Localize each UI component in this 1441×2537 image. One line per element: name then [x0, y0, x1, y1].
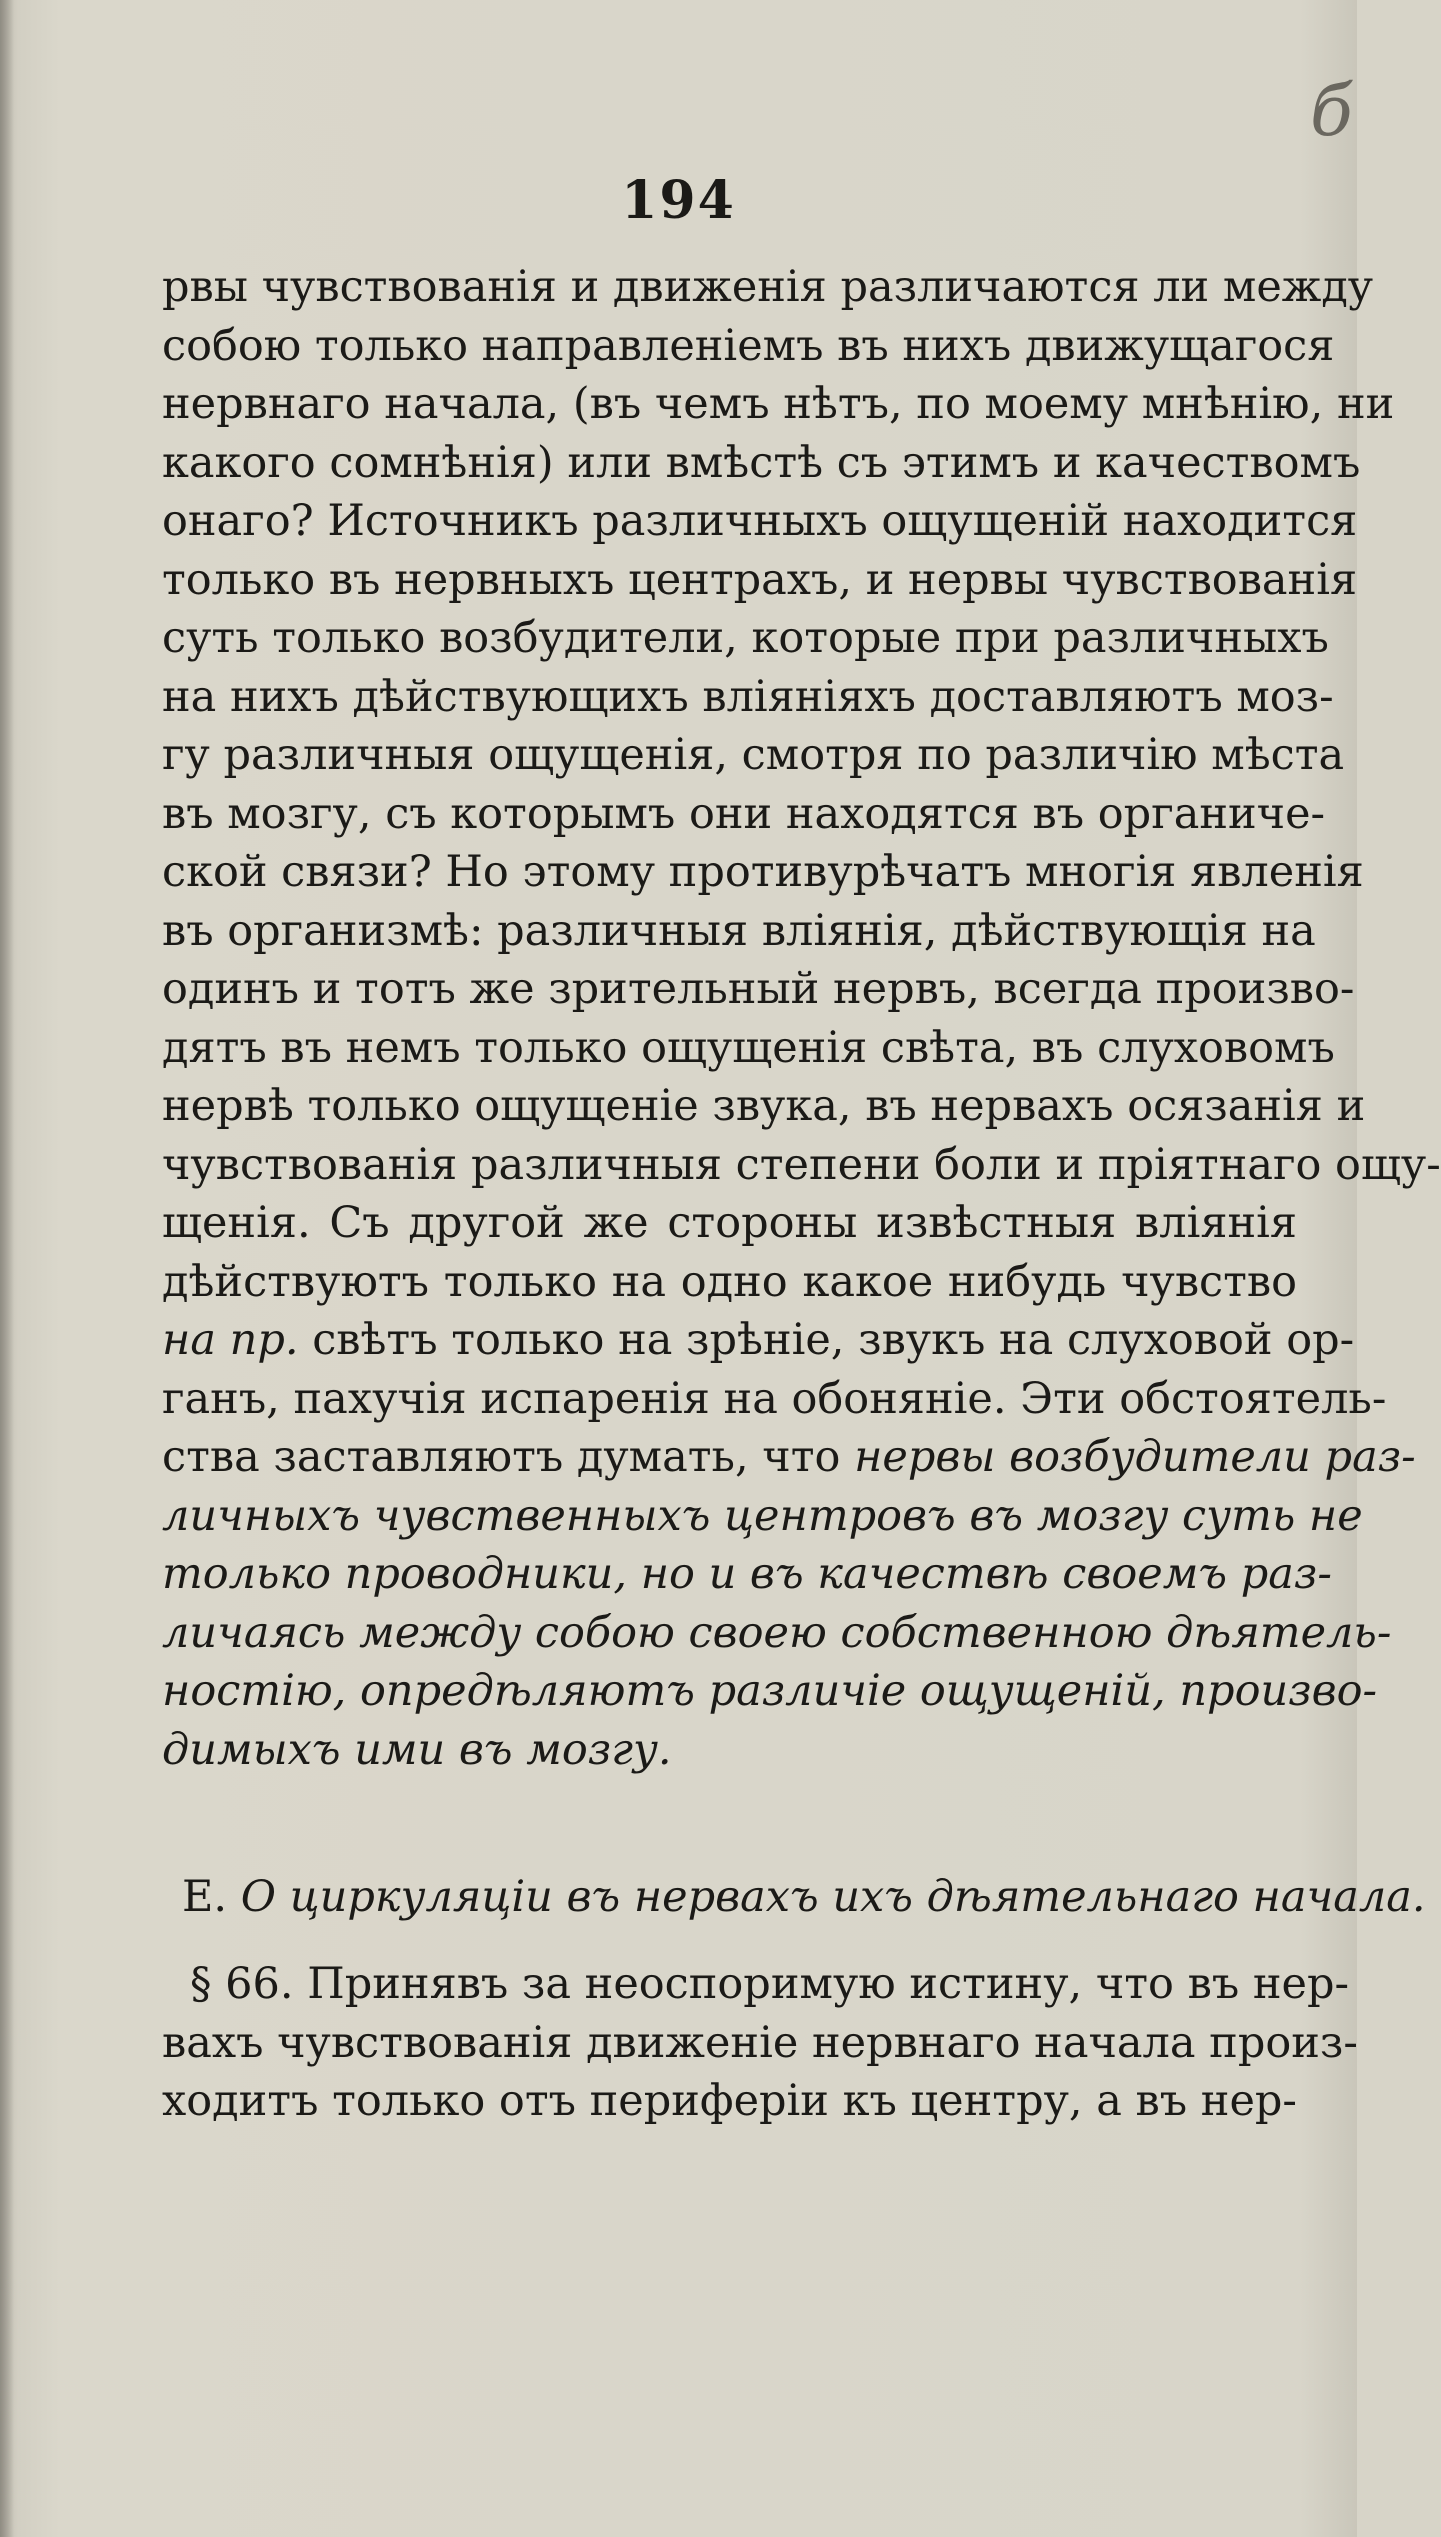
text-line — [162, 2014, 1358, 2073]
text-line — [162, 2072, 1297, 2131]
text-line — [162, 1721, 1297, 1780]
italic-text-segment: на пр. — [162, 1315, 299, 1365]
text-line — [162, 668, 1334, 727]
text-line — [162, 1077, 1366, 1136]
text-segment: въ организмѣ: различныя вліянія, дѣйствующія на — [162, 905, 1316, 956]
text-segment: ходитъ только отъ периферіи къ центру, а въ нер- — [162, 2076, 1297, 2126]
text-line — [162, 375, 1395, 434]
text-segment: чувствованія различныя степени боли и пріятнаго ощу- — [162, 1139, 1441, 1190]
text-line — [162, 258, 1374, 317]
text-line — [162, 1428, 1416, 1487]
text-line — [162, 317, 1335, 376]
heading-prefix: E. — [182, 1872, 241, 1922]
text-segment: свѣтъ только на зрѣніе, звукъ на слуховой ор- — [298, 1315, 1355, 1365]
italic-text-segment: нервы возбудители раз- — [854, 1432, 1416, 1482]
text-segment: щенія. Съ другой же стороны извѣстныя вліянія — [162, 1198, 1297, 1248]
text-line — [162, 1136, 1441, 1195]
text-line — [162, 1604, 1392, 1663]
text-line — [162, 1370, 1387, 1429]
text-segment: только въ нервныхъ центрахъ, и нервы чувствованія — [162, 554, 1358, 605]
text-segment: рвы чувствованія и движенія различаются ли между — [162, 262, 1374, 312]
text-line — [162, 902, 1316, 961]
text-line — [162, 1311, 1355, 1370]
paragraph-section-66 — [162, 1955, 1358, 2131]
text-segment: § 66. Принявъ за неоспоримую истину, что въ нер- — [190, 1959, 1350, 2009]
text-segment: дятъ въ немъ только ощущенія свѣта, въ слуховомъ — [162, 1022, 1335, 1073]
text-line — [162, 960, 1355, 1019]
text-line — [162, 785, 1326, 844]
text-segment: собою только направленіемъ въ нихъ движущагося — [162, 320, 1335, 371]
text-line — [162, 1662, 1378, 1721]
text-segment: онаго? Источникъ различныхъ ощущеній находится — [162, 496, 1358, 546]
text-line — [162, 843, 1364, 902]
page-number: 194 — [621, 170, 736, 231]
text-line — [162, 1019, 1335, 1078]
text-segment: какого сомнѣнія) или вмѣстѣ съ этимъ и качествомъ — [162, 437, 1361, 488]
heading-title: О циркуляціи въ нервахъ ихъ дѣятельнаго начала. — [240, 1872, 1426, 1922]
text-line — [162, 434, 1361, 493]
text-segment: одинъ и тотъ же зрительный нервъ, всегда произво- — [162, 964, 1355, 1014]
italic-text-segment: ностію, опредѣляютъ различіе ощущеній, произво- — [162, 1666, 1378, 1716]
text-segment: въ мозгу, съ которымъ они находятся въ органиче- — [162, 788, 1326, 839]
text-segment: суть только возбудители, которые при различныхъ — [162, 613, 1329, 663]
text-segment: дѣйствуютъ только на одно какое нибудь чувство — [162, 1256, 1297, 1307]
corner-handwritten-mark: б — [1310, 70, 1353, 152]
text-segment: нервнаго начала, (въ чемъ нѣтъ, по моему мнѣнію, ни — [162, 379, 1395, 429]
text-line — [162, 1194, 1297, 1253]
text-segment: ства заставляютъ думать, что — [162, 1432, 855, 1482]
text-segment: нервѣ только ощущеніе звука, въ нервахъ осязанія и — [162, 1081, 1366, 1131]
italic-text-segment: личаясь между собою своею собственною дѣятель- — [162, 1607, 1392, 1658]
text-line — [162, 609, 1329, 668]
section-heading — [182, 1868, 1426, 1926]
text-line — [162, 1545, 1332, 1604]
text-segment: гу различныя ощущенія, смотря по различію мѣста — [162, 730, 1345, 780]
italic-text-segment: личныхъ чувственныхъ центровъ въ мозгу суть не — [162, 1490, 1363, 1541]
text-segment: на нихъ дѣйствующихъ вліяніяхъ доставляютъ моз- — [162, 671, 1334, 722]
text-segment: вахъ чувствованія движеніе нервнаго начала произ- — [162, 2017, 1358, 2068]
italic-text-segment: димыхъ ими въ мозгу. — [162, 1724, 672, 1775]
text-line — [162, 551, 1358, 610]
paragraph-main — [162, 258, 1441, 1779]
text-line — [162, 726, 1345, 785]
text-line — [162, 492, 1358, 551]
text-line — [162, 1487, 1363, 1546]
italic-text-segment: только проводники, но и въ качествѣ своемъ раз- — [162, 1549, 1332, 1599]
text-segment: ганъ, пахучія испаренія на обоняніе. Эти обстоятель- — [162, 1373, 1387, 1424]
text-segment: ской связи? Но этому противурѣчатъ многія явленія — [162, 847, 1364, 897]
page-gutter-shadow — [0, 0, 14, 2537]
text-line — [162, 1253, 1297, 1312]
text-line — [162, 1955, 1350, 2014]
